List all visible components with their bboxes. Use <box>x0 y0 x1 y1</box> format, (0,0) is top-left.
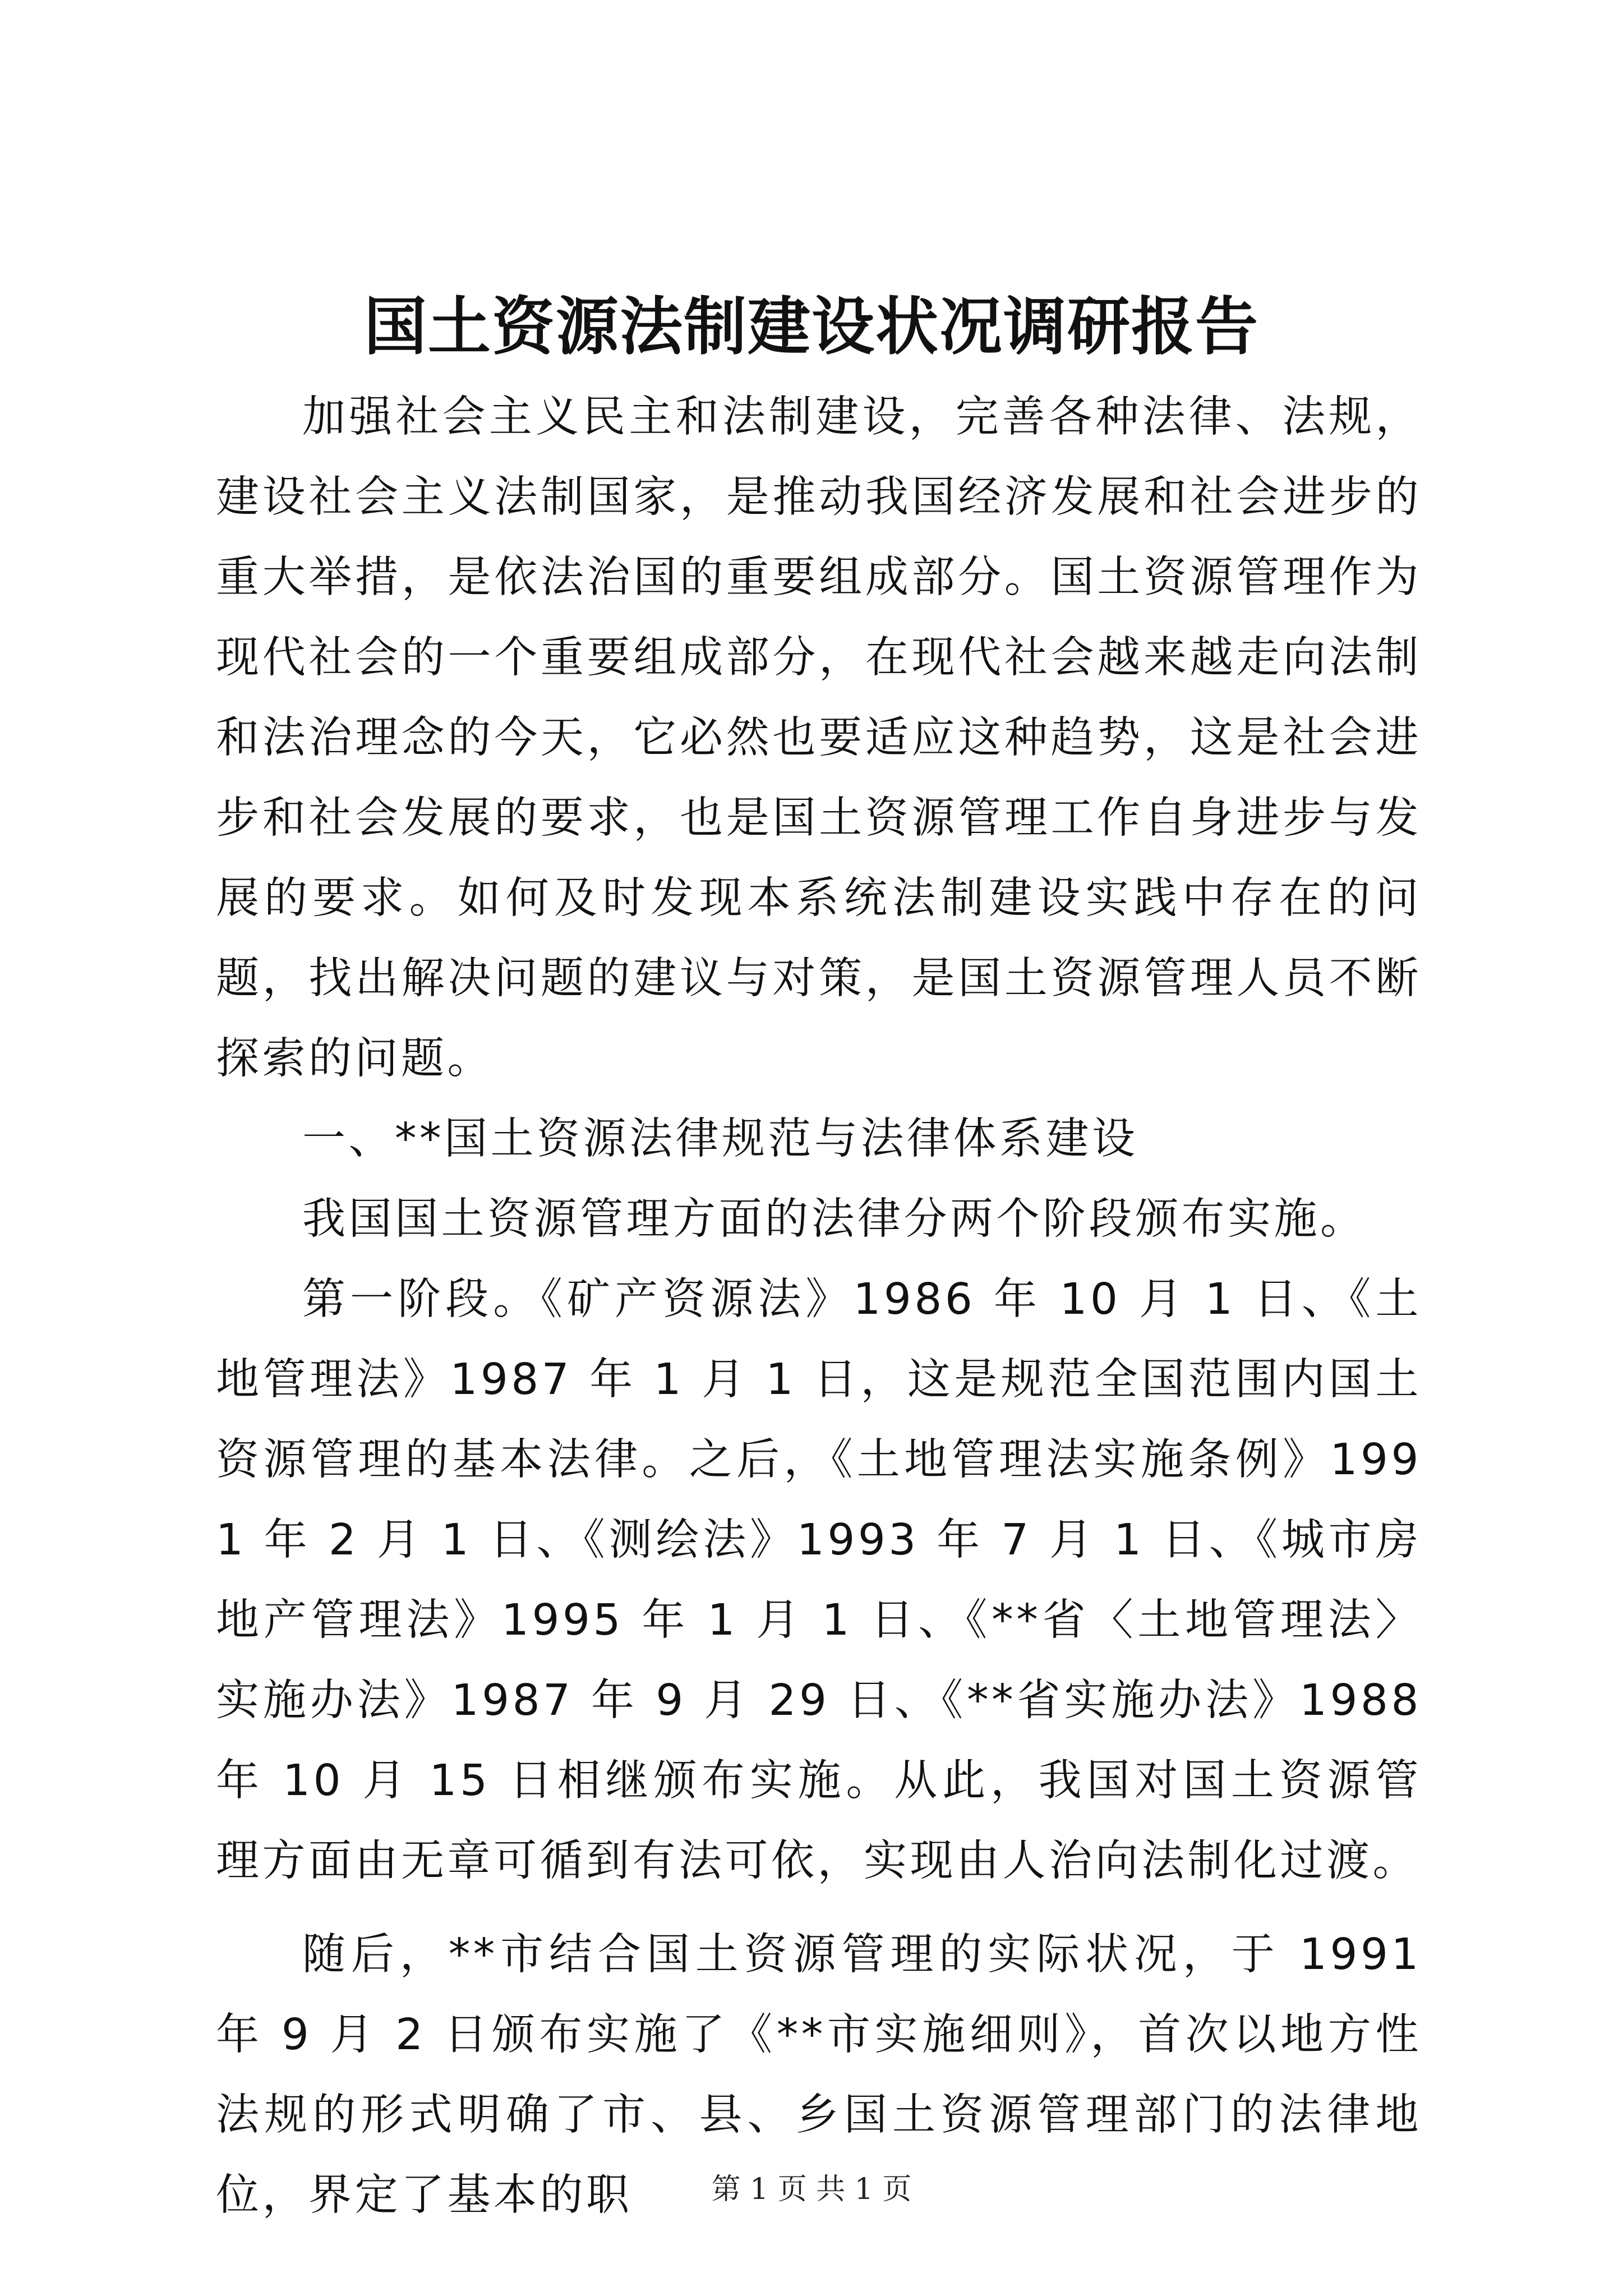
document-body <box>216 377 1422 2235</box>
section-heading: 一、**国土资源法律规范与法律体系建设 <box>302 1114 1138 1164</box>
body-paragraph: 我国国土资源管理方面的法律分两个阶段颁布实施。 <box>302 1194 1367 1244</box>
body-paragraph: 随后，**市结合国土资源管理的实际状况，于 1991 年 9 月 2 日颁布实施了《**市实施细则》，首次以地方性法规的形式明确了市、县、乡国土资源管理部门的法律地位，界定了基本的职 <box>216 1930 1422 2220</box>
page-footer: 第 1 页 共 1 页 <box>711 2173 912 2206</box>
intro-paragraph: 加强社会主义民主和法制建设，完善各种法律、法规，建设社会主义法制国家，是推动我国经济发展和社会进步的重大举措，是依法治国的重要组成部分。国土资源管理作为现代社会的一个重要组成部分，在现代社会越来越走向法制和法治理念的今天，它必然也要适应这种趋势，这是社会进步和社会发展的要求，也是国土资源管理工作自身进步与发展的要求。如何及时发现本系统法制建设实践中存在的问题，找出解决问题的建议与对策，是国土资源管理人员不断探索的问题。 <box>216 392 1422 1084</box>
document-title: 国土资源法制建设状况调研报告 <box>364 290 1259 364</box>
body-paragraph: 第一阶段。《矿产资源法》1986 年 10 月 1 日、《土地管理法》1987 年 1 月 1 日，这是规范全国范围内国土资源管理的基本法律。之后，《土地管理法实施条例》1991 年 2 月 1 日、《测绘法》1993 年 7 月 1 日、《城市房地产管理法》1995 年 1 月 1 日、《**省〈土地管理法〉实施办法》1987 年 9 月 29 日、《**省实施办法》1988 年 10 月 15 日相继颁布实施。从此，我国对国土资源管理方面由无章可循到有法可依，实现由人治向法制化过渡。 <box>216 1274 1422 1886</box>
